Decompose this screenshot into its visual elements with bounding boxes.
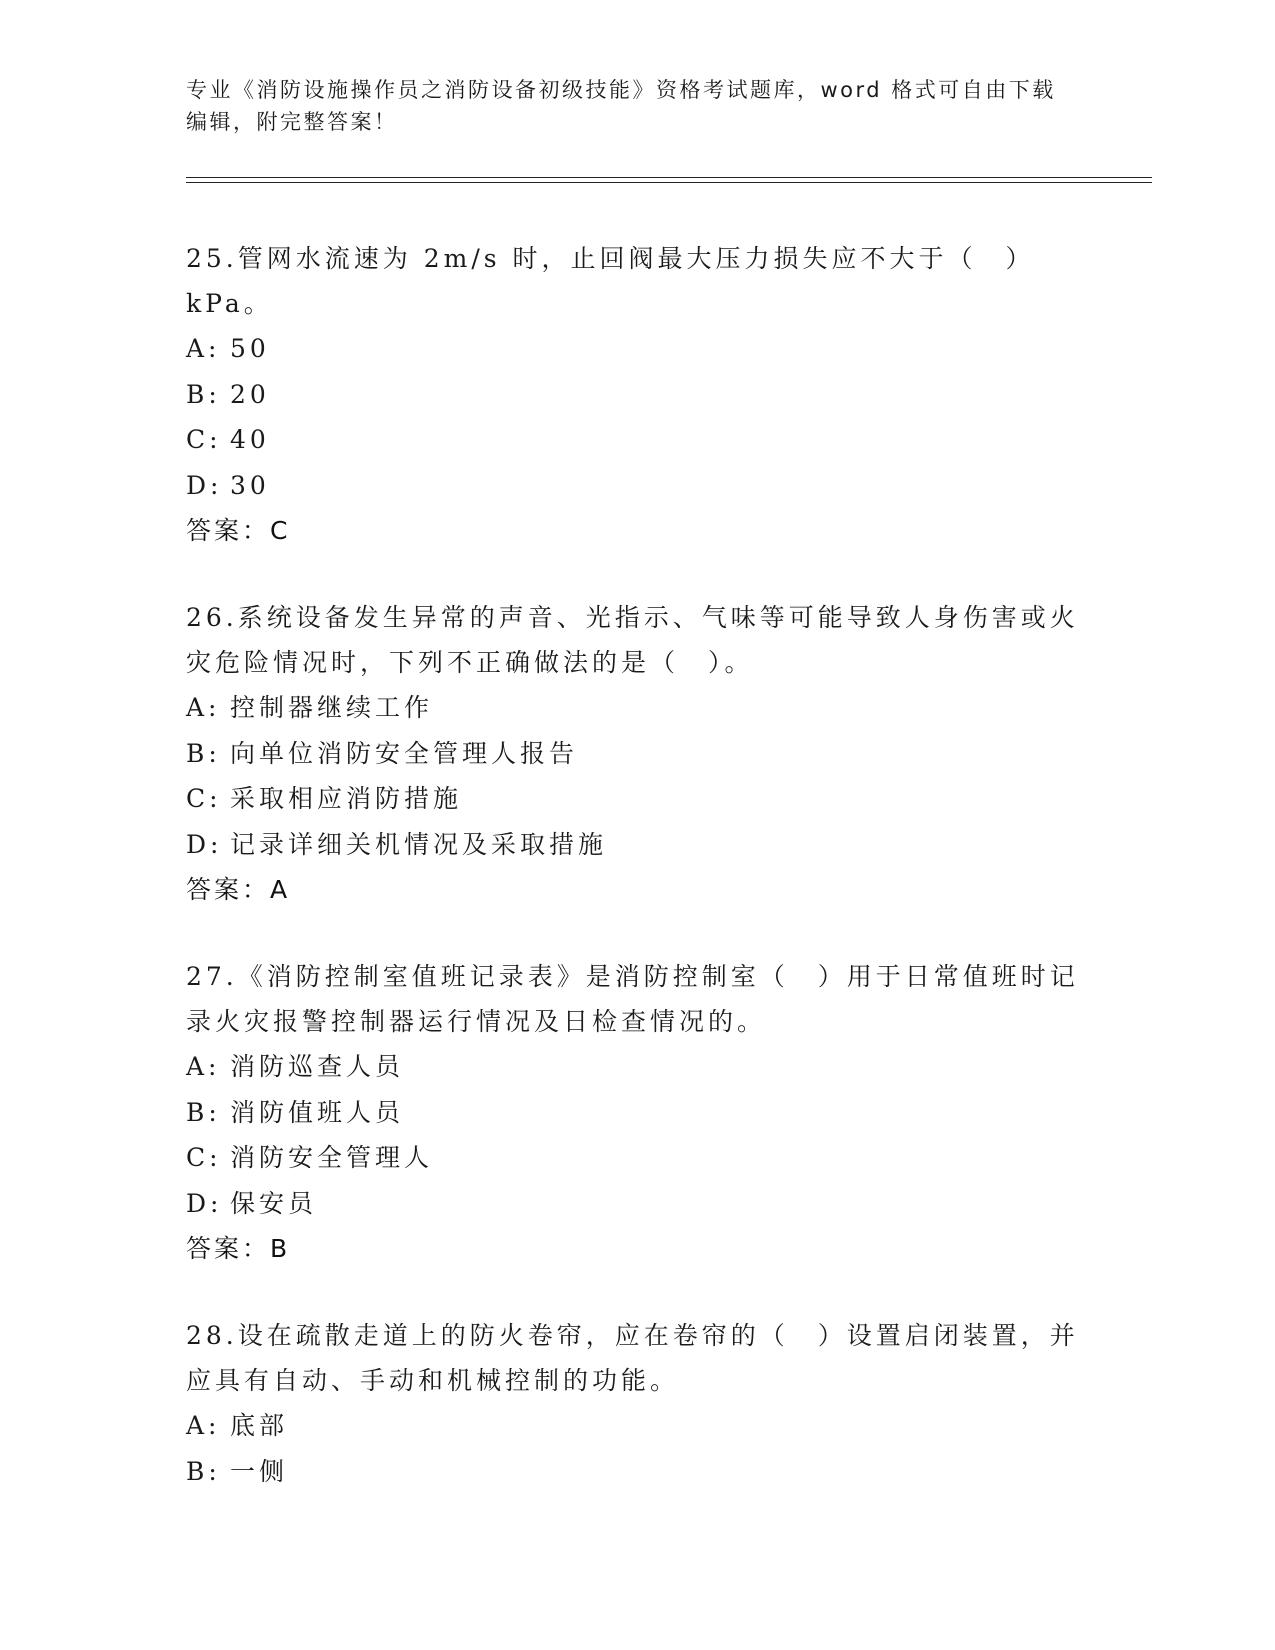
answer-line: 答案：A — [186, 875, 291, 904]
option-text: 一侧 — [230, 1456, 289, 1486]
option-key: A: — [186, 1411, 221, 1440]
option-a — [186, 326, 1086, 372]
answer-line: 答案：C — [186, 516, 291, 545]
option-c — [186, 1135, 1086, 1181]
option-c — [186, 417, 1086, 463]
document-header: 专业《消防设施操作员之消防设备初级技能》资格考试题库，word 格式可自由下载编辑，附完整答案！ — [186, 78, 1056, 134]
option-b — [186, 731, 1086, 777]
option-key: A: — [186, 1052, 221, 1081]
option-b — [186, 372, 1086, 418]
question-28 — [186, 1313, 1086, 1494]
option-text: 20 — [230, 379, 270, 409]
option-key: C: — [186, 1143, 222, 1172]
header-rule-top — [186, 177, 1152, 178]
option-key: A: — [186, 693, 221, 722]
option-key: D: — [186, 1188, 223, 1218]
option-text: 底部 — [230, 1411, 289, 1440]
option-a — [186, 1044, 1086, 1090]
option-key: B: — [186, 738, 221, 768]
question-25 — [186, 236, 1086, 553]
option-key: D: — [186, 470, 223, 500]
option-text: 记录详细关机情况及采取措施 — [230, 829, 608, 859]
option-text: 50 — [230, 334, 270, 363]
option-text: 消防值班人员 — [230, 1097, 405, 1127]
option-d — [186, 1181, 1086, 1227]
option-text: 向单位消防安全管理人报告 — [230, 738, 579, 768]
answer-line: 答案：B — [186, 1234, 291, 1263]
option-a — [186, 685, 1086, 731]
option-a — [186, 1403, 1086, 1449]
option-text: 消防巡查人员 — [230, 1052, 405, 1081]
option-key: A: — [186, 334, 221, 363]
option-key: D: — [186, 829, 223, 859]
question-stem: 26.系统设备发生异常的声音、光指示、气味等可能导致人身伤害或火灾危险情况时，下列不正确做法的是（ ）。 — [186, 603, 1079, 677]
option-d — [186, 463, 1086, 509]
option-key: C: — [186, 425, 222, 454]
question-stem: 25.管网水流速为 2m/s 时，止回阀最大压力损失应不大于（ ）kPa。 — [186, 244, 1035, 318]
option-text: 控制器继续工作 — [230, 693, 434, 722]
option-key: B: — [186, 1456, 221, 1486]
option-text: 采取相应消防措施 — [230, 784, 463, 813]
question-27 — [186, 954, 1086, 1271]
question-list — [186, 236, 1086, 1536]
option-text: 保安员 — [230, 1188, 318, 1218]
header-rule-bottom — [186, 182, 1152, 183]
option-key: B: — [186, 379, 221, 409]
question-26 — [186, 595, 1086, 912]
option-b — [186, 1449, 1086, 1495]
option-text: 30 — [230, 470, 270, 500]
option-key: C: — [186, 784, 222, 813]
question-stem: 27.《消防控制室值班记录表》是消防控制室（ ）用于日常值班时记录火灾报警控制器运行情况及日检查情况的。 — [186, 962, 1079, 1036]
option-d — [186, 822, 1086, 868]
option-text: 40 — [230, 425, 270, 454]
option-c — [186, 776, 1086, 822]
option-key: B: — [186, 1097, 221, 1127]
option-text: 消防安全管理人 — [230, 1143, 434, 1172]
question-stem: 28.设在疏散走道上的防火卷帘，应在卷帘的（ ）设置启闭装置，并应具有自动、手动和机械控制的功能。 — [186, 1321, 1079, 1395]
option-b — [186, 1090, 1086, 1136]
